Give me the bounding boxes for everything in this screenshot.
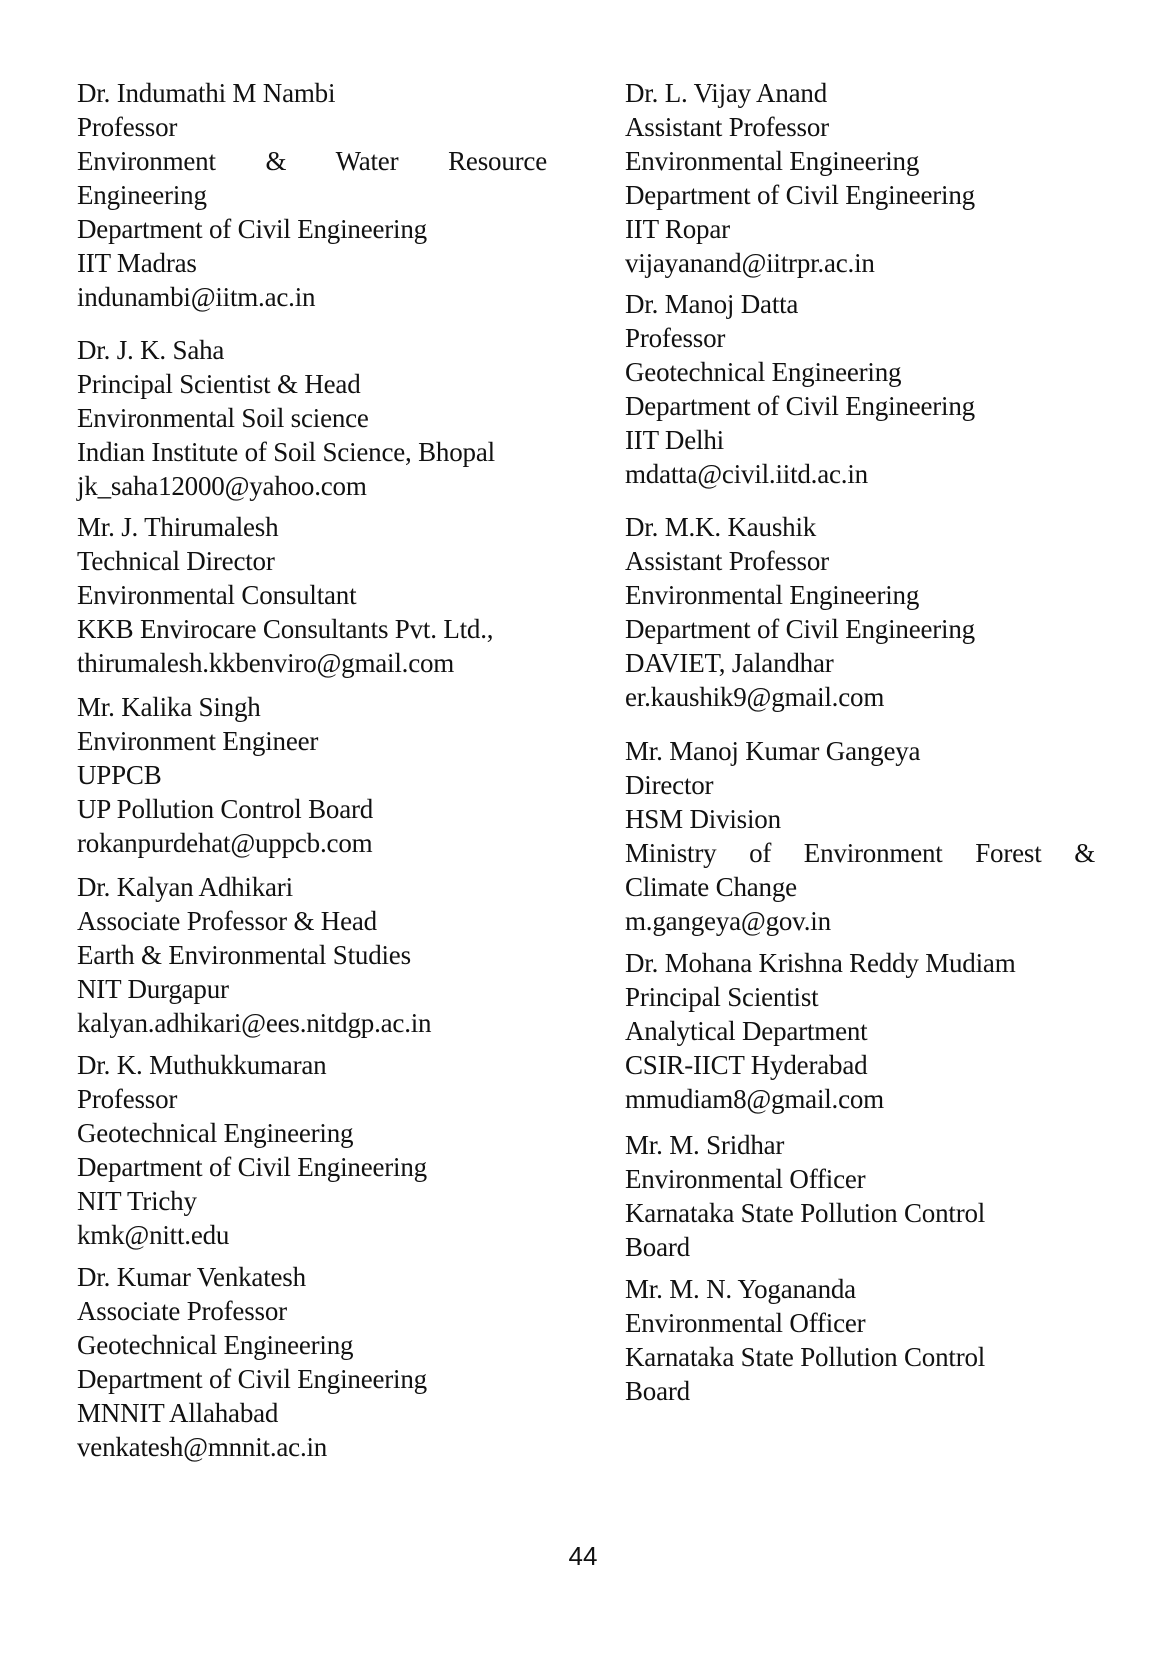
entry-name: Dr. Manoj Datta bbox=[625, 289, 799, 319]
directory-entry bbox=[625, 734, 1095, 938]
entry-detail-line: Associate Professor bbox=[77, 1296, 287, 1326]
page-number: 44 bbox=[568, 1541, 598, 1571]
directory-entry bbox=[625, 510, 1095, 714]
entry-detail-line: DAVIET, Jalandhar bbox=[625, 648, 834, 678]
entry-detail-line: Geotechnical Engineering bbox=[77, 1118, 354, 1148]
directory-entry bbox=[77, 690, 547, 860]
directory-entry bbox=[625, 287, 1095, 491]
entry-detail-line: thirumalesh.kkbenviro@gmail.com bbox=[77, 648, 455, 678]
entry-detail-line: Engineering bbox=[77, 180, 207, 210]
entry-name: Mr. Kalika Singh bbox=[77, 692, 261, 722]
entry-detail-line: UPPCB bbox=[77, 760, 162, 790]
entry-detail-line: Environmental Engineering bbox=[625, 146, 920, 176]
entry-detail-line: IIT Delhi bbox=[625, 425, 724, 455]
entry-name: Dr. M.K. Kaushik bbox=[625, 512, 817, 542]
entry-detail-line: jk_saha12000@yahoo.com bbox=[77, 471, 367, 501]
entry-detail-line: Assistant Professor bbox=[625, 546, 829, 576]
entry-detail-line: IIT Ropar bbox=[625, 214, 730, 244]
entry-detail-line: Environmental Soil science bbox=[77, 403, 369, 433]
entry-detail-line: Karnataka State Pollution Control bbox=[625, 1198, 986, 1228]
entry-detail-line: HSM Division bbox=[625, 804, 781, 834]
entry-detail-line: Environmental Consultant bbox=[77, 580, 357, 610]
entry-name: Dr. K. Muthukkumaran bbox=[77, 1050, 327, 1080]
entry-detail-line: indunambi@iitm.ac.in bbox=[77, 282, 316, 312]
entry-name: Dr. Indumathi M Nambi bbox=[77, 78, 336, 108]
directory-entry bbox=[77, 1048, 547, 1252]
entry-detail-line: Analytical Department bbox=[625, 1016, 868, 1046]
entry-name: Mr. M. N. Yogananda bbox=[625, 1274, 856, 1304]
directory-entry bbox=[77, 1260, 547, 1464]
entry-detail-line: Environmental Officer bbox=[625, 1308, 866, 1338]
entry-detail-line: mmudiam8@gmail.com bbox=[625, 1084, 884, 1114]
entry-detail-line: venkatesh@mnnit.ac.in bbox=[77, 1432, 328, 1462]
entry-detail-line: Indian Institute of Soil Science, Bhopal bbox=[77, 437, 495, 467]
entry-detail-line: Department of Civil Engineering bbox=[77, 1364, 427, 1394]
entry-detail-line: IIT Madras bbox=[77, 248, 197, 278]
entry-detail-line: Environment & Water Resource bbox=[77, 146, 547, 176]
entry-detail-line: Environment Engineer bbox=[77, 726, 319, 756]
entry-detail-line: MNNIT Allahabad bbox=[77, 1398, 279, 1428]
entry-detail-line: mdatta@civil.iitd.ac.in bbox=[625, 459, 868, 489]
entry-name: Dr. Kalyan Adhikari bbox=[77, 872, 293, 902]
directory-entry bbox=[625, 1128, 1095, 1264]
entry-detail-line: Karnataka State Pollution Control bbox=[625, 1342, 986, 1372]
entry-detail-line: er.kaushik9@gmail.com bbox=[625, 682, 885, 712]
entry-detail-line: Department of Civil Engineering bbox=[625, 391, 975, 421]
entry-detail-line: Department of Civil Engineering bbox=[77, 214, 427, 244]
directory-entry bbox=[625, 76, 1095, 280]
entry-name: Dr. Mohana Krishna Reddy Mudiam bbox=[625, 948, 1016, 978]
entry-detail-line: Principal Scientist bbox=[625, 982, 819, 1012]
entry-detail-line: Department of Civil Engineering bbox=[77, 1152, 427, 1182]
entry-detail-line: vijayanand@iitrpr.ac.in bbox=[625, 248, 875, 278]
entry-detail-line: Director bbox=[625, 770, 714, 800]
entry-detail-line: Geotechnical Engineering bbox=[77, 1330, 354, 1360]
entry-detail-line: Climate Change bbox=[625, 872, 797, 902]
entry-detail-line: KKB Envirocare Consultants Pvt. Ltd., bbox=[77, 614, 494, 644]
entry-name: Dr. J. K. Saha bbox=[77, 335, 225, 365]
entry-detail-line: Board bbox=[625, 1376, 690, 1406]
entry-name: Mr. J. Thirumalesh bbox=[77, 512, 279, 542]
entry-name: Dr. Kumar Venkatesh bbox=[77, 1262, 306, 1292]
entry-name: Mr. Manoj Kumar Gangeya bbox=[625, 736, 921, 766]
entry-detail-line: Department of Civil Engineering bbox=[625, 180, 975, 210]
directory-entry bbox=[77, 870, 547, 1040]
entry-detail-line: kmk@nitt.edu bbox=[77, 1220, 230, 1250]
entry-detail-line: Professor bbox=[77, 112, 178, 142]
entry-detail-line: Principal Scientist & Head bbox=[77, 369, 361, 399]
entry-detail-line: NIT Trichy bbox=[77, 1186, 197, 1216]
entry-detail-line: Technical Director bbox=[77, 546, 275, 576]
entry-detail-line: Professor bbox=[625, 323, 726, 353]
directory-entry bbox=[625, 946, 1095, 1116]
entry-name: Mr. M. Sridhar bbox=[625, 1130, 785, 1160]
entry-detail-line: Assistant Professor bbox=[625, 112, 829, 142]
directory-entry bbox=[77, 76, 547, 314]
entry-detail-line: m.gangeya@gov.in bbox=[625, 906, 831, 936]
entry-detail-line: UP Pollution Control Board bbox=[77, 794, 374, 824]
entry-detail-line: Professor bbox=[77, 1084, 178, 1114]
entry-detail-line: Earth & Environmental Studies bbox=[77, 940, 411, 970]
entry-detail-line: Board bbox=[625, 1232, 690, 1262]
directory-entry bbox=[77, 333, 547, 503]
entry-detail-line: Environmental Officer bbox=[625, 1164, 866, 1194]
entry-detail-line: Environmental Engineering bbox=[625, 580, 920, 610]
entry-detail-line: NIT Durgapur bbox=[77, 974, 229, 1004]
entry-detail-line: kalyan.adhikari@ees.nitdgp.ac.in bbox=[77, 1008, 432, 1038]
entry-detail-line: Department of Civil Engineering bbox=[625, 614, 975, 644]
entry-detail-line: Ministry of Environment Forest & bbox=[625, 838, 1095, 868]
entry-detail-line: rokanpurdehat@uppcb.com bbox=[77, 828, 373, 858]
entry-detail-line: CSIR-IICT Hyderabad bbox=[625, 1050, 868, 1080]
directory-entry bbox=[77, 510, 547, 680]
entry-name: Dr. L. Vijay Anand bbox=[625, 78, 828, 108]
entry-detail-line: Associate Professor & Head bbox=[77, 906, 377, 936]
directory-entry bbox=[625, 1272, 1095, 1408]
entry-detail-line: Geotechnical Engineering bbox=[625, 357, 902, 387]
